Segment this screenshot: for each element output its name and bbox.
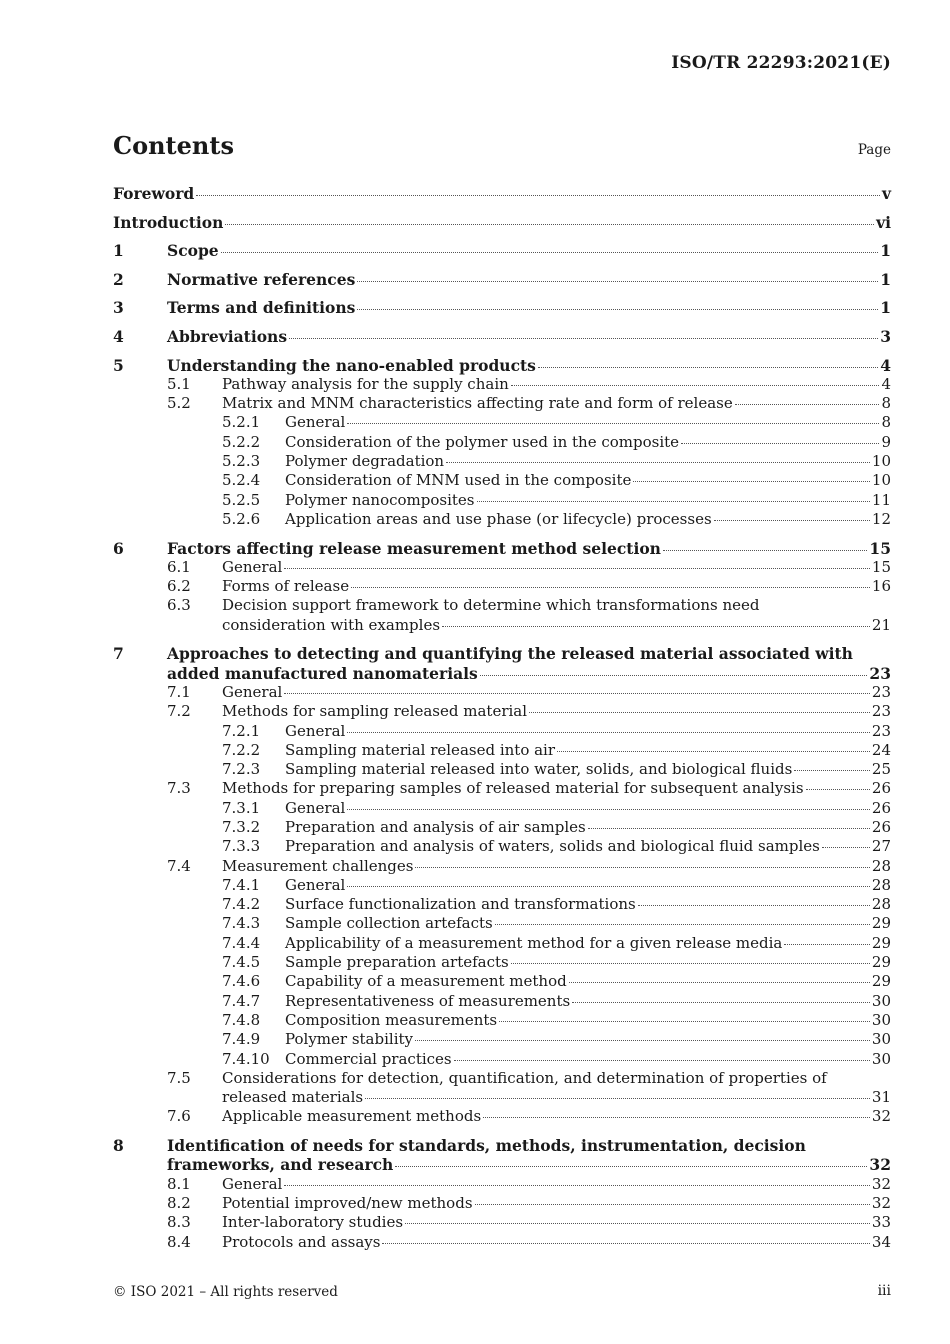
toc-entry-number: 5.2.2 (222, 432, 261, 451)
toc-entry-page: 16 (871, 577, 891, 596)
toc-entry-title: Factors affecting release measurement method selection (167, 538, 661, 558)
toc-entry-title: General (285, 413, 346, 432)
toc-entry-title: Representativeness of measurements (285, 991, 571, 1010)
toc-entry[interactable] (113, 433, 891, 452)
toc-entry-number: 7.4.5 (222, 953, 261, 972)
dot-leader (633, 481, 870, 482)
toc-entry[interactable] (113, 1175, 891, 1194)
toc-entry[interactable] (113, 1050, 891, 1069)
toc-entry[interactable] (113, 1136, 891, 1175)
toc-entry-number: 7.4.7 (222, 991, 261, 1010)
dot-leader (784, 944, 870, 945)
toc-entry-number: 7.3 (167, 779, 191, 798)
toc-entry-page: 12 (871, 509, 891, 528)
toc-entry-number: 5 (113, 355, 124, 375)
dot-leader (284, 1185, 870, 1186)
toc-entry-title: Consideration of MNM used in the composite (285, 471, 632, 490)
toc-entry-page: 10 (871, 471, 891, 490)
dot-leader (529, 712, 870, 713)
page-column-label: Page (857, 142, 891, 158)
toc-entry-number: 4 (113, 326, 124, 346)
toc-entry-title: Polymer nanocomposites (285, 490, 475, 509)
toc-entry-number: 8 (113, 1136, 124, 1156)
toc-entry-page: 11 (871, 490, 891, 509)
toc-entry[interactable] (113, 1030, 891, 1049)
toc-entry-title: Application areas and use phase (or lifecycle) processes (285, 509, 712, 528)
toc-entry-title: Applicable measurement methods (222, 1107, 482, 1126)
dot-leader (446, 462, 870, 463)
toc-entry-page: 1 (880, 269, 891, 289)
toc-entry[interactable] (113, 837, 891, 856)
toc-entry-page: 9 (881, 432, 891, 451)
toc-entry-title: Matrix and MNM characteristics affecting rate and form of release (222, 394, 733, 413)
toc-entry[interactable] (113, 818, 891, 837)
toc-entry[interactable] (113, 760, 891, 779)
toc-entry-page: 32 (871, 1174, 891, 1193)
toc-entry[interactable] (113, 184, 891, 203)
toc-entry-page: 29 (871, 953, 891, 972)
toc-entry-number: 7 (113, 644, 124, 664)
toc-entry-page: 24 (871, 740, 891, 759)
toc-entry-number: 7.5 (167, 1068, 191, 1087)
dot-leader (822, 847, 870, 848)
toc-entry-number: 7.3.1 (222, 798, 261, 817)
dot-leader (442, 626, 870, 627)
toc-entry-number: 7.2 (167, 702, 191, 721)
toc-entry-title: General (285, 875, 346, 894)
dot-leader (225, 224, 874, 225)
toc-entry[interactable] (113, 914, 891, 933)
toc-entry[interactable] (113, 876, 891, 895)
toc-entry-title: Consideration of the polymer used in the composite (285, 432, 680, 451)
toc-entry-page: 4 (881, 374, 891, 393)
toc-entry-page: 26 (871, 779, 891, 798)
dot-leader (480, 675, 868, 676)
toc-entry[interactable] (113, 558, 891, 577)
toc-entry-number: 5.2.4 (222, 471, 261, 490)
dot-leader (351, 587, 870, 588)
toc-entry[interactable] (113, 895, 891, 914)
toc-entry-number: 7.4.2 (222, 895, 261, 914)
dot-leader (477, 501, 870, 502)
toc-entry-page: 29 (871, 933, 891, 952)
toc-entry-title: Sample collection artefacts (285, 914, 493, 933)
dot-leader (395, 1166, 867, 1167)
dot-leader (511, 963, 870, 964)
toc-entry-title: Identification of needs for standards, methods, instrumentation, decision (167, 1136, 806, 1156)
toc-entry[interactable] (113, 241, 891, 260)
copyright-notice: © ISO 2021 – All rights reserved (113, 1284, 338, 1300)
toc-entry-title: Sampling material released into water, solids, and biological fluids (285, 760, 793, 779)
toc-entry-title: Applicability of a measurement method for a given release media (285, 933, 783, 952)
toc-entry-page: 15 (871, 557, 891, 576)
toc-entry-title: Methods for preparing samples of released material for subsequent analysis (222, 779, 804, 798)
toc-entry[interactable] (113, 741, 891, 760)
toc-entry[interactable] (113, 298, 891, 317)
toc-entry-number: 7.4.1 (222, 875, 261, 894)
table-of-contents (113, 184, 891, 1252)
toc-entry-number: 7.4 (167, 856, 191, 875)
dot-leader (347, 732, 870, 733)
toc-entry-number: 1 (113, 241, 124, 261)
toc-entry-title-continued: consideration with examples (222, 615, 441, 634)
toc-entry-page: 4 (880, 355, 891, 375)
toc-entry[interactable] (113, 1011, 891, 1030)
toc-entry-page: 26 (871, 817, 891, 836)
toc-entry-page: 26 (871, 798, 891, 817)
toc-entry-title: Foreword (113, 184, 195, 203)
dot-leader (475, 1204, 870, 1205)
dot-leader (357, 309, 878, 310)
toc-entry-title: Polymer stability (285, 1030, 413, 1049)
toc-entry-title: Measurement challenges (222, 856, 414, 875)
toc-entry-number: 5.2 (167, 394, 191, 413)
toc-entry-number: 7.4.4 (222, 933, 261, 952)
toc-entry[interactable] (113, 1213, 891, 1232)
toc-entry[interactable] (113, 394, 891, 413)
toc-entry-number: 5.2.5 (222, 490, 261, 509)
toc-entry-title: Protocols and assays (222, 1232, 381, 1251)
dot-leader (196, 195, 880, 196)
toc-entry-title: General (285, 798, 346, 817)
toc-entry-title: Decision support framework to determine which transformations need (222, 596, 760, 615)
toc-entry[interactable] (113, 413, 891, 432)
dot-leader (499, 1021, 870, 1022)
toc-entry-number: 7.1 (167, 682, 191, 701)
toc-entry[interactable] (113, 779, 891, 798)
toc-entry-number: 7.4.10 (222, 1049, 270, 1068)
toc-entry-title: Preparation and analysis of air samples (285, 817, 586, 836)
toc-entry-page: 8 (881, 413, 891, 432)
toc-entry-number: 8.3 (167, 1213, 191, 1232)
toc-entry-title: Composition measurements (285, 1010, 498, 1029)
dot-leader (569, 982, 870, 983)
dot-leader (538, 367, 878, 368)
toc-entry-title: Commercial practices (285, 1049, 452, 1068)
toc-entry-title-continued: added manufactured nanomaterials (167, 663, 478, 683)
toc-entry-title: Abbreviations (167, 326, 288, 346)
toc-entry-number: 7.3.2 (222, 817, 261, 836)
dot-leader (572, 1002, 870, 1003)
toc-entry-number: 7.4.8 (222, 1010, 261, 1029)
toc-entry-page: 25 (871, 760, 891, 779)
toc-entry-page: 21 (871, 615, 891, 634)
toc-entry-page: 32 (871, 1107, 891, 1126)
toc-entry-number: 6.2 (167, 577, 191, 596)
dot-leader (806, 789, 870, 790)
toc-entry-page: 3 (880, 326, 891, 346)
toc-entry-page: 28 (871, 875, 891, 894)
toc-entry-number: 6.1 (167, 557, 191, 576)
toc-entry-page: 34 (871, 1232, 891, 1251)
dot-leader (511, 385, 880, 386)
toc-entry-title: Capability of a measurement method (285, 972, 567, 991)
toc-entry[interactable] (113, 857, 891, 876)
toc-entry-number: 7.2.2 (222, 740, 261, 759)
toc-entry-page: 30 (871, 1030, 891, 1049)
toc-entry-page: 29 (871, 914, 891, 933)
dot-leader (382, 1243, 869, 1244)
toc-entry-title: Understanding the nano-enabled products (167, 355, 536, 375)
contents-heading: Contents (113, 131, 234, 160)
toc-entry-title: Preparation and analysis of waters, solids and biological fluid samples (285, 837, 820, 856)
toc-entry[interactable] (113, 1069, 891, 1108)
toc-entry-page: 8 (881, 394, 891, 413)
toc-entry-page: 15 (869, 538, 891, 558)
toc-entry-title: Approaches to detecting and quantifying the released material associated with (167, 644, 853, 664)
dot-leader (495, 924, 870, 925)
toc-entry-page: 23 (871, 721, 891, 740)
toc-entry[interactable] (113, 1194, 891, 1213)
toc-entry[interactable] (113, 722, 891, 741)
dot-leader (454, 1060, 870, 1061)
toc-entry[interactable] (113, 934, 891, 953)
toc-entry-page: 23 (869, 663, 891, 683)
toc-entry[interactable] (113, 375, 891, 394)
toc-entry[interactable] (113, 702, 891, 721)
dot-leader (357, 281, 878, 282)
toc-entry[interactable] (113, 510, 891, 529)
toc-entry-title: Sample preparation artefacts (285, 953, 509, 972)
dot-leader (638, 905, 870, 906)
dot-leader (735, 404, 880, 405)
toc-entry-title-continued: released materials (222, 1088, 364, 1107)
toc-entry[interactable] (113, 327, 891, 346)
toc-entry-title-continued: frameworks, and research (167, 1155, 394, 1175)
toc-entry[interactable] (113, 1107, 891, 1126)
toc-entry[interactable] (113, 491, 891, 510)
toc-entry-title: Considerations for detection, quantification, and determination of properties of (222, 1068, 827, 1087)
dot-leader (714, 520, 870, 521)
toc-entry-title: Introduction (113, 212, 224, 232)
dot-leader (415, 867, 869, 868)
page-number: iii (877, 1283, 891, 1299)
toc-entry-number: 7.4.6 (222, 972, 261, 991)
toc-entry-title: General (222, 557, 283, 576)
toc-entry-page: 32 (869, 1155, 891, 1175)
toc-entry-title: Inter-laboratory studies (222, 1213, 404, 1232)
toc-entry[interactable] (113, 992, 891, 1011)
dot-leader (365, 1098, 870, 1099)
toc-entry-number: 5.2.1 (222, 413, 261, 432)
toc-entry-number: 8.4 (167, 1232, 191, 1251)
toc-entry-title: Terms and definitions (167, 298, 356, 318)
toc-entry-number: 2 (113, 269, 124, 289)
dot-leader (663, 550, 867, 551)
toc-entry-page: 23 (871, 702, 891, 721)
toc-entry-number: 6 (113, 538, 124, 558)
toc-entry-title: Potential improved/new methods (222, 1193, 473, 1212)
dot-leader (347, 809, 870, 810)
toc-entry-title: Pathway analysis for the supply chain (222, 374, 509, 393)
toc-entry-page: 30 (871, 991, 891, 1010)
toc-entry-number: 7.2.3 (222, 760, 261, 779)
toc-entry-title: Normative references (167, 269, 356, 289)
toc-entry-number: 8.1 (167, 1174, 191, 1193)
toc-entry-title: Scope (167, 241, 219, 261)
toc-entry-page: 28 (871, 895, 891, 914)
toc-entry[interactable] (113, 1233, 891, 1252)
toc-entry[interactable] (113, 596, 891, 635)
toc-entry[interactable] (113, 972, 891, 991)
toc-entry-page: 30 (871, 1049, 891, 1068)
toc-entry-page: 30 (871, 1010, 891, 1029)
toc-entry-page: 10 (871, 452, 891, 471)
toc-entry-title: Methods for sampling released material (222, 702, 528, 721)
toc-entry-title: General (285, 721, 346, 740)
dot-leader (221, 252, 879, 253)
toc-entry-number: 6.3 (167, 596, 191, 615)
toc-entry-number: 7.2.1 (222, 721, 261, 740)
toc-entry-page: 29 (871, 972, 891, 991)
toc-entry-page: 32 (871, 1193, 891, 1212)
dot-leader (588, 828, 870, 829)
toc-entry[interactable] (113, 270, 891, 289)
toc-entry[interactable] (113, 577, 891, 596)
toc-entry-title: General (222, 1174, 283, 1193)
toc-entry[interactable] (113, 213, 891, 232)
toc-entry-page: 28 (871, 856, 891, 875)
toc-entry-title: Forms of release (222, 577, 350, 596)
toc-entry[interactable] (113, 953, 891, 972)
toc-entry-number: 8.2 (167, 1193, 191, 1212)
toc-entry[interactable] (113, 799, 891, 818)
toc-entry-page: 27 (871, 837, 891, 856)
toc-entry-page: 1 (880, 298, 891, 318)
toc-entry-page: 33 (871, 1213, 891, 1232)
toc-entry[interactable] (113, 356, 891, 375)
toc-entry-number: 5.2.3 (222, 452, 261, 471)
toc-entry-title: Sampling material released into air (285, 740, 556, 759)
document-id: ISO/TR 22293:2021(E) (671, 53, 891, 73)
toc-entry-title: Polymer degradation (285, 452, 445, 471)
toc-entry[interactable] (113, 471, 891, 490)
toc-entry-number: 7.4.3 (222, 914, 261, 933)
toc-entry-page: v (881, 184, 891, 203)
toc-entry[interactable] (113, 644, 891, 683)
dot-leader (284, 568, 870, 569)
dot-leader (557, 751, 870, 752)
toc-entry-title: General (222, 682, 283, 701)
toc-entry-page: 31 (871, 1088, 891, 1107)
dot-leader (289, 338, 878, 339)
toc-entry[interactable] (113, 539, 891, 558)
dot-leader (405, 1223, 870, 1224)
toc-entry-number: 7.6 (167, 1107, 191, 1126)
dot-leader (347, 886, 870, 887)
dot-leader (794, 770, 870, 771)
toc-entry-number: 7.3.3 (222, 837, 261, 856)
dot-leader (347, 423, 879, 424)
toc-entry-page: 1 (880, 241, 891, 261)
toc-entry[interactable] (113, 452, 891, 471)
toc-entry-number: 5.2.6 (222, 509, 261, 528)
dot-leader (284, 693, 870, 694)
dot-leader (415, 1040, 870, 1041)
toc-entry-number: 7.4.9 (222, 1030, 261, 1049)
toc-entry-page: vi (876, 212, 891, 232)
toc-entry-title: Surface functionalization and transformations (285, 895, 636, 914)
toc-entry-number: 5.1 (167, 374, 191, 393)
toc-entry-number: 3 (113, 298, 124, 318)
dot-leader (681, 443, 879, 444)
dot-leader (483, 1117, 870, 1118)
toc-entry[interactable] (113, 683, 891, 702)
toc-entry-page: 23 (871, 682, 891, 701)
